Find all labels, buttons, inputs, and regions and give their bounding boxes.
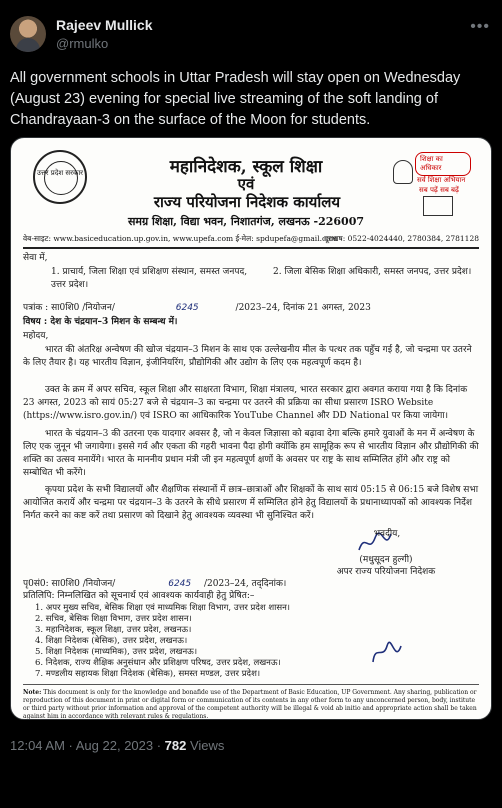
- letter-subject: विषय : देश के चंद्रयान–3 मिशन के सम्बन्ध में।: [23, 317, 178, 327]
- tweet-meta: [10, 738, 224, 753]
- copy-no-label: पृ0सं0: सा0शि0 /नियोजन/: [23, 579, 116, 589]
- copy-no-handwritten: 6245: [168, 579, 192, 589]
- contact-web-email: वेब-साइट: www.basiceducation.up.gov.in, www.upefa.com ई-मेल: spdupefa@gmail.com: [23, 234, 338, 243]
- copy-list-item: 6. निदेशक, राज्य शैक्षिक अनुसंधान और प्रशिक्षण परिषद, उत्तर प्रदेश, लखनऊ।: [35, 658, 281, 668]
- copy-list-item: 4. शिक्षा निदेशक (बेसिक), उत्तर प्रदेश, लखनऊ।: [35, 636, 188, 646]
- emblem-text: उत्तर प्रदेश सरकार: [36, 169, 84, 177]
- logo-tagline2: सब पढ़ें सब बढ़ें: [419, 186, 459, 194]
- copy-list-item: 2. सचिव, बेसिक शिक्षा विभाग, उत्तर प्रदेश शासन।: [35, 614, 192, 624]
- logo-tagline1: सर्व शिक्षा अभियान: [417, 176, 466, 184]
- letterhead-line3: राज्य परियोजना निदेशक कार्यालय: [153, 193, 341, 211]
- letter-no-handwritten: 6245: [175, 303, 199, 313]
- right-to-education-logo: [393, 152, 471, 214]
- document-note: [23, 684, 479, 720]
- letterhead-address: समग्र शिक्षा, विद्या भवन, निशातगंज, लखनऊ -226007: [127, 215, 365, 228]
- letterhead-line2: एवं: [237, 175, 255, 193]
- tweet-text: All government schools in Uttar Pradesh will stay open on Wednesday (August 23) evening for special live streaming of the soft landing of Chandrayaan-3 on the surface of the Moon for students.: [10, 70, 461, 128]
- recipient-2: 2. जिला बेसिक शिक्षा अधिकारी, समस्त जनपद, उत्तर प्रदेश।: [273, 267, 472, 277]
- seva-me: सेवा में,: [23, 253, 48, 263]
- salutation: महोदय,: [23, 331, 49, 341]
- letter-no-label: पत्रांक : सा0शि0 /नियोजन/: [23, 303, 115, 313]
- more-horizontal-icon[interactable]: •••: [470, 18, 490, 35]
- tweet-header: [10, 14, 492, 58]
- recipient-1: 1. प्राचार्य, जिला शिक्षा एवं प्रशिक्षण संस्थान, समस्त जनपद, उत्तर प्रदेश।: [51, 267, 248, 290]
- tweet-timestamp[interactable]: 12:04 AM · Aug 22, 2023 ·: [10, 738, 165, 753]
- copy-list-item: 7. मण्डलीय सहायक शिक्षा निदेशक (बेसिक), समस्त मण्डल, उत्तर प्रदेश।: [35, 669, 261, 679]
- closing: भवदीय,: [373, 529, 401, 539]
- logo-mascot-icon: [423, 196, 453, 216]
- letterhead-line1: महानिदेशक, स्कूल शिक्षा: [169, 157, 323, 177]
- child-reading-icon: [393, 160, 413, 184]
- copy-intro: प्रतिलिपि: निम्नलिखित को सूचनार्थ एवं आवश्यक कार्यवाही हेतु प्रेषित:–: [23, 591, 255, 601]
- paragraph-3: भारत के चंद्रयान–3 की उतरना एक यादगार अवसर है, जो न केवल जिज्ञासा को बढ़ावा देगा बल्कि हमारे युवाओं के मन में अन्वेषण के लिए एक जुनून भी जगायेगा। इससे गर्व और एकता की गहरी भावना पैदा होगी क्योंकि हम सामूहिक रूप से भारतीय विज्ञान और प्रौद्योगिकी की शक्ति का उत्सव मनायेंगे। भारत के माननीय प्रधान मंत्री जी इन महत्वपूर्ण क्षणों के अवसर पर राष्ट्र के साथ सम्मिलित होंगे और राष्ट्र को सम्बोधित भी करेंगे।: [23, 429, 479, 478]
- user-avatar[interactable]: [10, 16, 46, 52]
- letter-number: [23, 302, 479, 315]
- paragraph-4: कृपया प्रदेश के सभी विद्यालयों और शैक्षणिक संस्थानों में छात्र–छात्राओं और शिक्षकों के साथ सायं 05:15 से 06:15 बजे विशेष सभा आयोजित करायें और चन्द्रमा पर चंद्रयान–3 के उतरने के सीधे प्रसारण में सम्मिलित होने हेतु विद्यालयों के प्रधानाध्यापकों को आवश्यक निर्देश निर्गत करने का कष्ट करें तथा प्रसारण को दिखाने हेतु आवश्यक व्यवस्था भी सुनिश्चित करें।: [23, 485, 479, 521]
- copy-list-item: 3. महानिदेशक, स्कूल शिक्षा, उत्तर प्रदेश, लखनऊ।: [35, 625, 192, 635]
- copy-list-item: 1. अपर मुख्य सचिव, बेसिक शिक्षा एवं माध्यमिक शिक्षा विभाग, उत्तर प्रदेश शासन।: [35, 603, 291, 613]
- paragraph-2: उक्त के क्रम में अपर सचिव, स्कूल शिक्षा और साक्षरता विभाग, शिक्षा मंत्रालय, भारत सरकार द्वारा अवगत कराया गया है कि दिनांक 23 अगस्त, 2023 को सायं 05:27 बजे से चंद्रयान–3 का चन्द्रमा पर उतरने की प्रक्रिया का सीधा प्रसारण ISRO Website (https://www.isro.gov.in/) एवं ISRO का आधिकारिक YouTube Channel और DD National पर किया जायेगा।: [23, 385, 468, 421]
- author-handle[interactable]: @rmulko: [56, 36, 109, 51]
- up-government-emblem: [33, 150, 87, 204]
- copy-date: /2023–24, तद्‌दिनांक।: [204, 579, 287, 589]
- view-count: 782: [164, 738, 187, 753]
- government-letter: [11, 138, 491, 719]
- signatory-title: अपर राज्य परियोजना निदेशक: [336, 567, 436, 577]
- letterhead-contact: [23, 234, 479, 249]
- note-label: Note:: [23, 689, 42, 696]
- signatory-name: (मधुसूदन हुल्गी): [359, 555, 413, 565]
- signature-mark: [367, 640, 407, 666]
- copy-list-item: 5. शिक्षा निदेशक (माध्यमिक), उत्तर प्रदेश, लखनऊ।: [35, 647, 198, 657]
- letter-date: /2023–24, दिनांक 21 अगस्त, 2023: [235, 303, 371, 313]
- views-label: Views: [186, 738, 225, 753]
- note-text: This document is only for the knowledge and bonafide use of the Department of Basic Education, UP Government. Any sharing, publication or reproduction of this document in print or digital form or communication of its contents in any other form to any unconcerned person, body, institute or third party without prior information and approval of the competent authority will be illegal & void ab initio and appropriate action shall be taken against him in accordance with relevant rules & regulations.: [23, 689, 477, 720]
- contact-phone: दूरभाष: 0522-4024440, 2780384, 2781128: [324, 234, 479, 243]
- logo-bubble: शिक्षा का अधिकार: [415, 152, 471, 176]
- author-name[interactable]: Rajeev Mullick: [56, 17, 153, 33]
- tweet-media-image[interactable]: [10, 137, 492, 720]
- paragraph-1: भारत की अंतरिक्ष अन्वेषण की खोज चंद्रयान–3 मिशन के साथ एक उल्लेखनीय मील के पत्थर तक पहुँच गई है, जो चन्द्रमा पर उतरने के लिए तैयार है। यह भारतीय विज्ञान, इंजीनियरिंग, प्रौद्योगिकी और उद्योग के लिए एक महत्वपूर्ण कदम है।: [23, 345, 472, 368]
